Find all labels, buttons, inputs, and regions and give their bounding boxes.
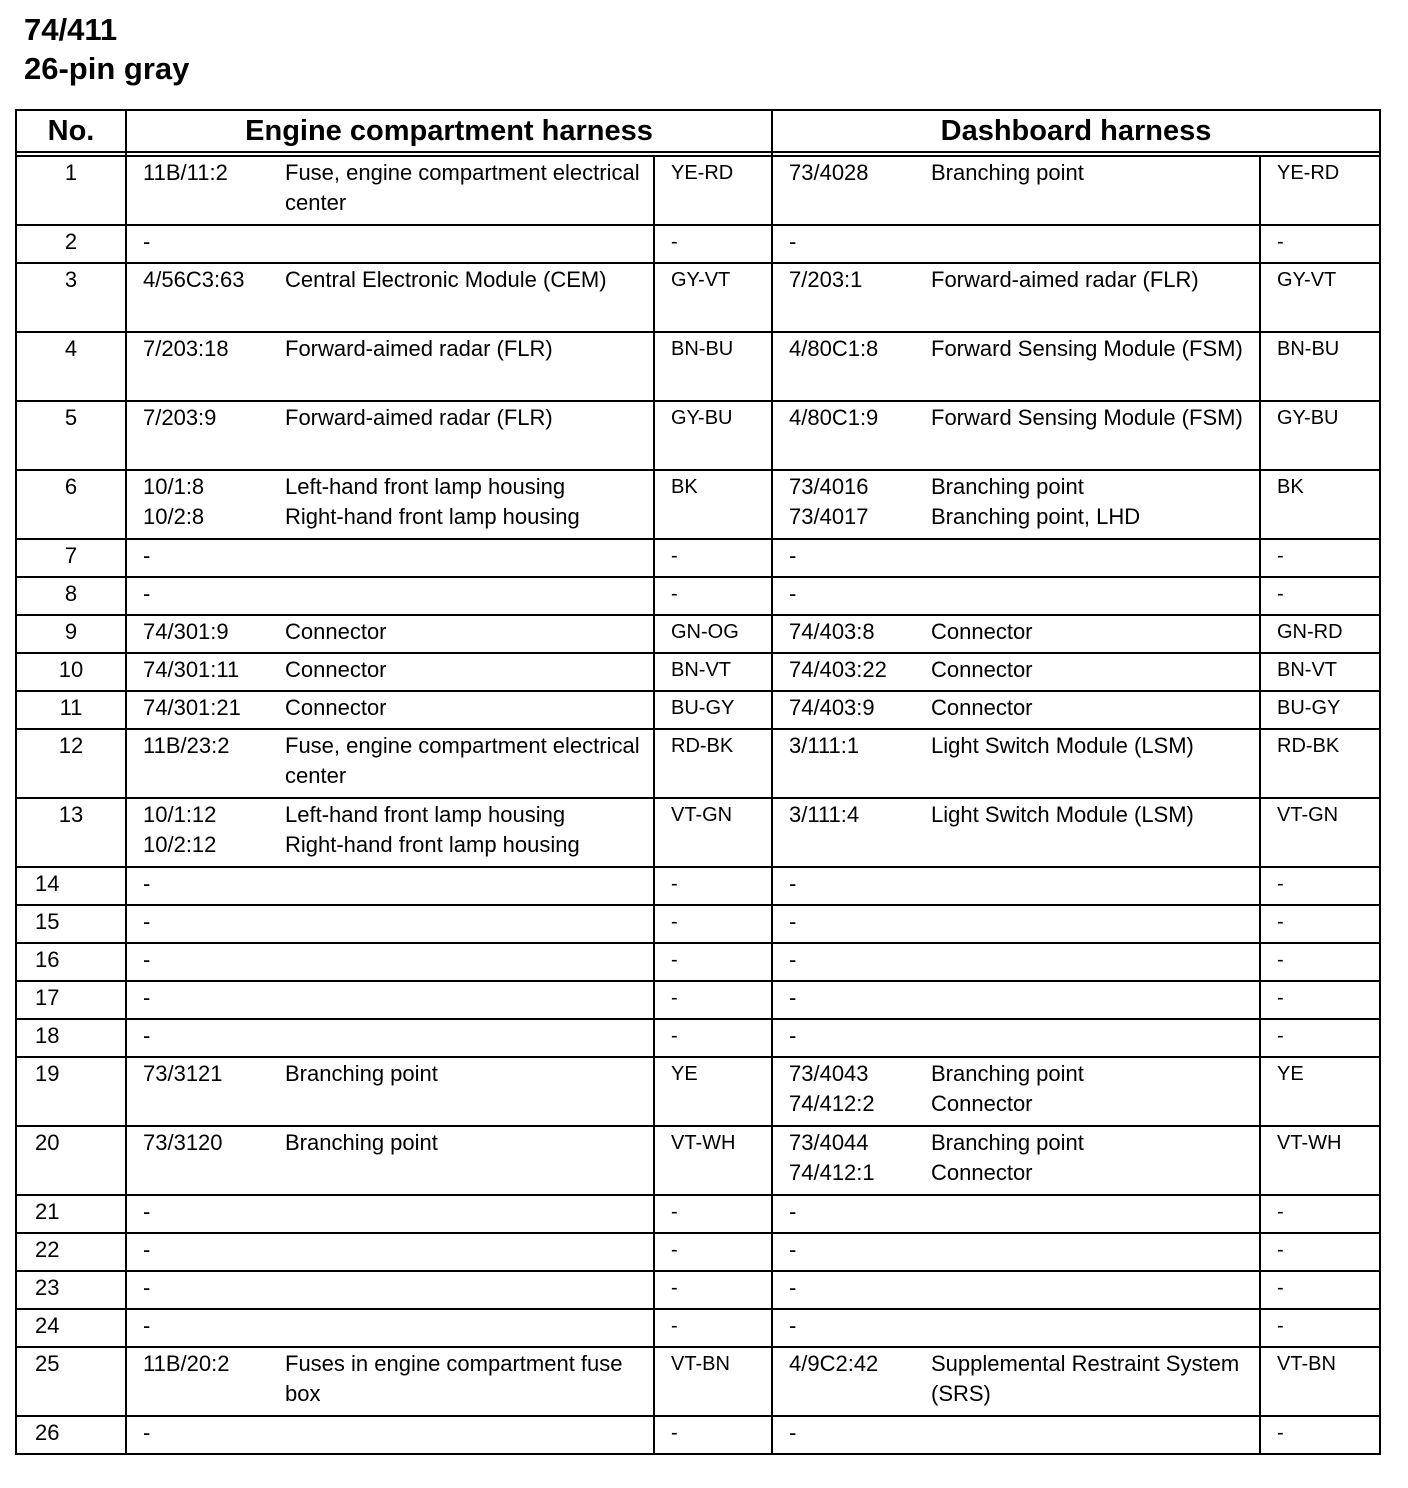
dashboard-connection — [772, 1309, 1260, 1347]
connection-point: 4/80C1:9 — [789, 405, 879, 430]
dashboard-wire-color: GN-RD — [1260, 615, 1380, 653]
table-row — [16, 905, 1380, 943]
connection-point: - — [143, 1313, 151, 1338]
connection-point: - — [143, 229, 151, 254]
pin-number: 22 — [16, 1233, 126, 1271]
dashboard-connection — [772, 1195, 1260, 1233]
dashboard-wire-color: VT-GN — [1260, 798, 1380, 867]
engine-connection — [126, 577, 654, 615]
connection-point: 73/3120 — [143, 1130, 223, 1155]
table-row — [16, 1416, 1380, 1454]
dashboard-connection — [772, 332, 1260, 401]
engine-connection — [126, 1057, 654, 1126]
connection-description — [285, 869, 653, 899]
connection-point: - — [143, 1237, 151, 1262]
pin-number: 23 — [16, 1271, 126, 1309]
connection-description — [931, 983, 1259, 1013]
connection-point: - — [789, 543, 797, 568]
connection-description: Branching point — [931, 1130, 1084, 1155]
connection-point: 3/111:1 — [789, 733, 860, 758]
connection-description: Central Electronic Module (CEM) — [285, 267, 607, 292]
engine-connection — [126, 1347, 654, 1416]
engine-connection — [126, 729, 654, 798]
dashboard-wire-color: - — [1260, 867, 1380, 905]
table-row — [16, 577, 1380, 615]
engine-connection — [126, 539, 654, 577]
table-row — [16, 981, 1380, 1019]
connection-description: Connector — [931, 1091, 1033, 1116]
dashboard-wire-color: - — [1260, 539, 1380, 577]
connection-point: 7/203:18 — [143, 336, 229, 361]
connection-description: Light Switch Module (LSM) — [931, 733, 1194, 758]
pin-number: 14 — [16, 867, 126, 905]
connection-point: 73/3121 — [143, 1061, 223, 1086]
connection-point: 74/301:11 — [143, 657, 240, 682]
table-row — [16, 1271, 1380, 1309]
dashboard-wire-color: - — [1260, 1416, 1380, 1454]
connection-description: Branching point — [931, 474, 1084, 499]
connection-point: 74/301:9 — [143, 619, 229, 644]
engine-wire-color: - — [654, 577, 772, 615]
connection-point: 74/403:8 — [789, 619, 875, 644]
engine-wire-color: RD-BK — [654, 729, 772, 798]
engine-connection — [126, 1416, 654, 1454]
connection-description: Forward Sensing Module (FSM) — [931, 336, 1243, 361]
engine-wire-color: - — [654, 1309, 772, 1347]
pin-number: 24 — [16, 1309, 126, 1347]
dashboard-connection — [772, 1057, 1260, 1126]
connection-description: Branching point — [285, 1061, 438, 1086]
connection-point: 11B/20:2 — [143, 1351, 230, 1376]
connection-point: 73/4028 — [789, 160, 869, 185]
connection-description: Fuse, engine compartment electrical center — [285, 160, 640, 215]
connection-point: - — [789, 229, 797, 254]
connection-description — [931, 907, 1259, 937]
connection-point: 74/412:2 — [789, 1091, 875, 1116]
connection-description: Connector — [285, 619, 387, 644]
table-row — [16, 798, 1380, 867]
dashboard-wire-color: RD-BK — [1260, 729, 1380, 798]
engine-connection — [126, 943, 654, 981]
engine-connection — [126, 401, 654, 470]
connection-point: 10/1:12 — [143, 802, 217, 827]
connection-point: - — [789, 909, 797, 934]
dashboard-connection — [772, 263, 1260, 332]
engine-wire-color: - — [654, 867, 772, 905]
connection-point: 73/4044 — [789, 1130, 869, 1155]
dashboard-connection — [772, 867, 1260, 905]
header-no: No. — [16, 110, 126, 152]
connection-point: - — [789, 985, 797, 1010]
engine-connection — [126, 470, 654, 539]
table-row — [16, 867, 1380, 905]
pin-number: 12 — [16, 729, 126, 798]
connection-point: - — [789, 1275, 797, 1300]
dashboard-connection — [772, 729, 1260, 798]
pin-number: 18 — [16, 1019, 126, 1057]
table-row — [16, 615, 1380, 653]
connection-description — [931, 541, 1259, 571]
dashboard-wire-color: BN-VT — [1260, 653, 1380, 691]
connection-point: - — [143, 871, 151, 896]
dashboard-wire-color: YE-RD — [1260, 156, 1380, 225]
engine-wire-color: BK — [654, 470, 772, 539]
engine-wire-color: YE — [654, 1057, 772, 1126]
table-row — [16, 653, 1380, 691]
connection-description — [931, 227, 1259, 257]
pinout-rows — [16, 156, 1380, 1454]
engine-connection — [126, 905, 654, 943]
engine-connection — [126, 615, 654, 653]
dashboard-connection — [772, 1347, 1260, 1416]
pin-number: 4 — [16, 332, 126, 401]
connection-description: Forward-aimed radar (FLR) — [931, 267, 1199, 292]
dashboard-wire-color: - — [1260, 1271, 1380, 1309]
pin-number: 10 — [16, 653, 126, 691]
pin-number: 17 — [16, 981, 126, 1019]
engine-wire-color: - — [654, 1233, 772, 1271]
connection-description: Forward-aimed radar (FLR) — [285, 405, 553, 430]
dashboard-connection — [772, 225, 1260, 263]
dashboard-wire-color: - — [1260, 1019, 1380, 1057]
connection-point: - — [789, 1023, 797, 1048]
dashboard-wire-color: VT-WH — [1260, 1126, 1380, 1195]
engine-wire-color: - — [654, 1416, 772, 1454]
connection-description — [285, 1311, 653, 1341]
connection-description — [931, 579, 1259, 609]
connection-point: 73/4017 — [789, 504, 869, 529]
connection-description: Forward-aimed radar (FLR) — [285, 336, 553, 361]
engine-connection — [126, 653, 654, 691]
dashboard-wire-color: BU-GY — [1260, 691, 1380, 729]
engine-wire-color: GY-VT — [654, 263, 772, 332]
dashboard-connection — [772, 905, 1260, 943]
connector-description: 26-pin gray — [24, 51, 190, 86]
engine-connection — [126, 225, 654, 263]
table-row — [16, 1019, 1380, 1057]
engine-wire-color: BN-BU — [654, 332, 772, 401]
table-row — [16, 539, 1380, 577]
pin-number: 8 — [16, 577, 126, 615]
pin-number: 3 — [16, 263, 126, 332]
table-row — [16, 1126, 1380, 1195]
connection-point: 4/80C1:8 — [789, 336, 879, 361]
connection-description: Fuse, engine compartment electrical center — [285, 733, 640, 788]
connection-point: 74/403:22 — [789, 657, 887, 682]
table-row — [16, 156, 1380, 225]
table-row — [16, 691, 1380, 729]
connection-description: Connector — [931, 1160, 1033, 1185]
pin-number: 25 — [16, 1347, 126, 1416]
connection-description — [285, 983, 653, 1013]
engine-connection — [126, 798, 654, 867]
connection-point: 10/2:12 — [143, 832, 217, 857]
connection-point: 74/301:21 — [143, 695, 241, 720]
engine-wire-color: - — [654, 1019, 772, 1057]
table-row — [16, 729, 1380, 798]
engine-connection — [126, 981, 654, 1019]
connection-point: - — [143, 909, 151, 934]
pin-number: 26 — [16, 1416, 126, 1454]
connection-description — [285, 541, 653, 571]
connection-point: 73/4043 — [789, 1061, 869, 1086]
connection-point: 11B/23:2 — [143, 733, 230, 758]
connection-point: - — [789, 581, 797, 606]
pin-number: 11 — [16, 691, 126, 729]
pin-number: 5 — [16, 401, 126, 470]
connection-description: Branching point — [931, 160, 1084, 185]
connection-description — [285, 1235, 653, 1265]
connection-description — [285, 579, 653, 609]
engine-wire-color: GN-OG — [654, 615, 772, 653]
dashboard-wire-color: - — [1260, 943, 1380, 981]
connection-description — [931, 945, 1259, 975]
connection-description: Left-hand front lamp housing — [285, 802, 566, 827]
dashboard-wire-color: - — [1260, 1233, 1380, 1271]
table-row — [16, 943, 1380, 981]
dashboard-wire-color: GY-BU — [1260, 401, 1380, 470]
dashboard-connection — [772, 1416, 1260, 1454]
connection-point: 10/2:8 — [143, 504, 205, 529]
connection-point: - — [789, 871, 797, 896]
dashboard-wire-color: - — [1260, 981, 1380, 1019]
table-row — [16, 1233, 1380, 1271]
connection-description — [931, 1021, 1259, 1051]
engine-wire-color: VT-BN — [654, 1347, 772, 1416]
engine-wire-color: - — [654, 539, 772, 577]
connection-description: Right-hand front lamp housing — [285, 832, 580, 857]
table-row — [16, 263, 1380, 332]
dashboard-connection — [772, 577, 1260, 615]
connection-description — [931, 869, 1259, 899]
pin-number: 9 — [16, 615, 126, 653]
connection-description: Light Switch Module (LSM) — [931, 802, 1194, 827]
table-row — [16, 1347, 1380, 1416]
table-row — [16, 1195, 1380, 1233]
connection-description — [285, 1273, 653, 1303]
dashboard-connection — [772, 615, 1260, 653]
dashboard-wire-color: - — [1260, 577, 1380, 615]
engine-connection — [126, 1233, 654, 1271]
document-title — [24, 10, 189, 88]
connection-description: Connector — [931, 657, 1033, 682]
connection-point: - — [143, 985, 151, 1010]
dashboard-connection — [772, 943, 1260, 981]
dashboard-connection — [772, 156, 1260, 225]
pin-number: 1 — [16, 156, 126, 225]
engine-wire-color: - — [654, 1271, 772, 1309]
engine-wire-color: - — [654, 225, 772, 263]
connection-point: - — [789, 1313, 797, 1338]
connection-description — [285, 945, 653, 975]
dashboard-connection — [772, 798, 1260, 867]
connection-point: - — [789, 1237, 797, 1262]
pin-number: 21 — [16, 1195, 126, 1233]
connection-point: - — [789, 1420, 797, 1445]
connection-description: Connector — [285, 695, 387, 720]
engine-wire-color: - — [654, 943, 772, 981]
connection-description: Branching point, LHD — [931, 504, 1141, 529]
dashboard-wire-color: - — [1260, 1309, 1380, 1347]
connection-description — [931, 1418, 1259, 1448]
engine-wire-color: VT-GN — [654, 798, 772, 867]
table-row — [16, 332, 1380, 401]
connection-point: 4/56C3:63 — [143, 267, 245, 292]
connector-id: 74/411 — [24, 12, 118, 47]
pin-number: 19 — [16, 1057, 126, 1126]
pin-number: 7 — [16, 539, 126, 577]
connection-point: 74/412:1 — [789, 1160, 875, 1185]
pin-number: 2 — [16, 225, 126, 263]
dashboard-wire-color: BN-BU — [1260, 332, 1380, 401]
engine-connection — [126, 263, 654, 332]
engine-wire-color: - — [654, 905, 772, 943]
connection-description: Left-hand front lamp housing — [285, 474, 566, 499]
pin-number: 20 — [16, 1126, 126, 1195]
connection-point: 11B/11:2 — [143, 160, 228, 185]
pin-number: 16 — [16, 943, 126, 981]
connection-description: Supplemental Restraint System (SRS) — [931, 1351, 1240, 1406]
connection-description — [931, 1235, 1259, 1265]
dashboard-connection — [772, 653, 1260, 691]
engine-connection — [126, 1195, 654, 1233]
connection-description — [285, 1021, 653, 1051]
connection-point: 74/403:9 — [789, 695, 875, 720]
header-engine-harness: Engine compartment harness — [126, 110, 772, 152]
dashboard-connection — [772, 1233, 1260, 1271]
engine-connection — [126, 1019, 654, 1057]
connection-point: 7/203:1 — [789, 267, 863, 292]
connection-point: - — [143, 947, 151, 972]
connection-description: Connector — [931, 619, 1033, 644]
connection-point: - — [789, 1199, 797, 1224]
dashboard-wire-color: YE — [1260, 1057, 1380, 1126]
connection-description — [285, 907, 653, 937]
connection-point: 73/4016 — [789, 474, 869, 499]
engine-connection — [126, 1309, 654, 1347]
table-row — [16, 470, 1380, 539]
engine-wire-color: - — [654, 1195, 772, 1233]
connection-point: 4/9C2:42 — [789, 1351, 879, 1376]
dashboard-connection — [772, 1271, 1260, 1309]
connection-description — [285, 1197, 653, 1227]
connection-description: Connector — [285, 657, 387, 682]
connection-description — [931, 1311, 1259, 1341]
connection-point: - — [143, 1023, 151, 1048]
dashboard-connection — [772, 401, 1260, 470]
dashboard-connection — [772, 1019, 1260, 1057]
table-row — [16, 1057, 1380, 1126]
header-dashboard-harness: Dashboard harness — [772, 110, 1380, 152]
dashboard-wire-color: - — [1260, 1195, 1380, 1233]
engine-wire-color: YE-RD — [654, 156, 772, 225]
dashboard-connection — [772, 539, 1260, 577]
engine-wire-color: - — [654, 981, 772, 1019]
connection-description: Fuses in engine compartment fuse box — [285, 1351, 623, 1406]
connection-point: - — [143, 1420, 151, 1445]
connection-point: 7/203:9 — [143, 405, 217, 430]
engine-wire-color: BN-VT — [654, 653, 772, 691]
pin-number: 6 — [16, 470, 126, 539]
engine-wire-color: VT-WH — [654, 1126, 772, 1195]
connection-description: Right-hand front lamp housing — [285, 504, 580, 529]
connection-description — [285, 227, 653, 257]
table-row — [16, 401, 1380, 470]
pin-number: 13 — [16, 798, 126, 867]
pin-number: 15 — [16, 905, 126, 943]
engine-connection — [126, 1126, 654, 1195]
dashboard-connection — [772, 470, 1260, 539]
dashboard-wire-color: BK — [1260, 470, 1380, 539]
connection-description: Forward Sensing Module (FSM) — [931, 405, 1243, 430]
dashboard-wire-color: GY-VT — [1260, 263, 1380, 332]
connection-point: - — [143, 1275, 151, 1300]
connection-description: Branching point — [285, 1130, 438, 1155]
engine-connection — [126, 867, 654, 905]
engine-connection — [126, 691, 654, 729]
connection-description — [931, 1273, 1259, 1303]
table-row — [16, 1309, 1380, 1347]
pinout-table — [15, 109, 1381, 1455]
connection-description: Connector — [931, 695, 1033, 720]
connection-point: 3/111:4 — [789, 802, 860, 827]
dashboard-connection — [772, 691, 1260, 729]
dashboard-wire-color: - — [1260, 225, 1380, 263]
connection-point: - — [789, 947, 797, 972]
dashboard-connection — [772, 1126, 1260, 1195]
connection-point: 10/1:8 — [143, 474, 205, 499]
dashboard-wire-color: VT-BN — [1260, 1347, 1380, 1416]
connection-description — [285, 1418, 653, 1448]
dashboard-connection — [772, 981, 1260, 1019]
engine-connection — [126, 1271, 654, 1309]
connection-description — [931, 1197, 1259, 1227]
connection-point: - — [143, 1199, 151, 1224]
engine-wire-color: GY-BU — [654, 401, 772, 470]
table-row — [16, 225, 1380, 263]
dashboard-wire-color: - — [1260, 905, 1380, 943]
engine-wire-color: BU-GY — [654, 691, 772, 729]
connection-description: Branching point — [931, 1061, 1084, 1086]
engine-connection — [126, 332, 654, 401]
connection-point: - — [143, 581, 151, 606]
connection-point: - — [143, 543, 151, 568]
engine-connection — [126, 156, 654, 225]
